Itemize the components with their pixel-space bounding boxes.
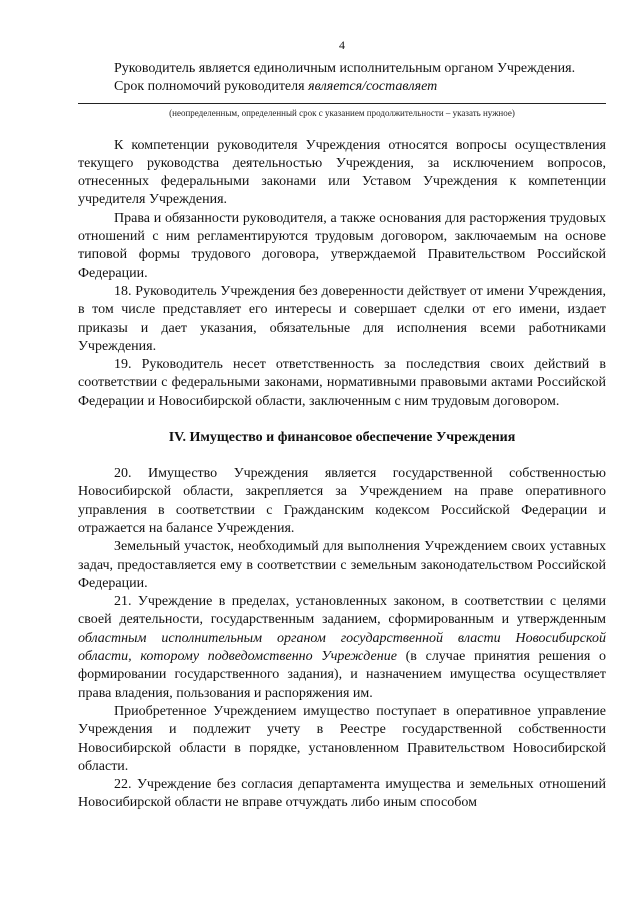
paragraph-21-end: (в случае принятия решения о формировании государственного задания), и назначением имущества осуществляет права владения, пользования и распоряжения им. [78, 649, 606, 701]
paragraph-head-rights: Права и обязанности руководителя, а также основания для расторжения трудовых отношений с ним регламентируются трудовым договором, заключаемым на основе типовой формы трудового договора, утверждаемой Правительством Российской Федерации. [78, 210, 606, 281]
document-page [78, 38, 606, 813]
paragraph-land-plot: Земельный участок, необходимый для выполнения Учреждением своих уставных задач, предоставляется ему в соответствии с земельным законодательством Российской Федерации. [78, 539, 606, 591]
term-note: (неопределенным, определенный срок с указанием продолжительности – указать нужное) [169, 107, 515, 118]
term-fill-line [78, 103, 606, 104]
term-of-office-options: является/составляет [308, 79, 438, 95]
paragraph-acquired-property: Приобретенное Учреждением имущество поступает в оперативное управление Учреждения и подлежит учету в Реестре государственной собственности Новосибирской области в порядке, установленном Правительством Новосибирской области. [78, 703, 606, 774]
paragraph-head-competence: К компетенции руководителя Учреждения относятся вопросы осуществления текущего руководства деятельностью Учреждения, за исключением вопросов, отнесенных федеральными законами или Уставом Учреждения к компетенции учредителя Учреждения. [78, 137, 606, 208]
paragraph-19: 19. Руководитель несет ответственность за последствия своих действий в соответствии с федеральными законами, нормативными правовыми актами Российской Федерации и Новосибирской области, заключенным с ним трудовым договором. [78, 357, 606, 409]
paragraph-21-authority: областным исполнительным органом государственной власти Новосибирской области, которому подведомственно Учреждение [78, 630, 606, 665]
section-heading: IV. Имущество и финансовое обеспечение Учреждения [168, 430, 516, 446]
term-of-office-text: Срок полномочий руководителя [114, 79, 309, 95]
page-number: 4 [339, 38, 345, 52]
paragraph-20: 20. Имущество Учреждения является государственной собственностью Новосибирской области, закрепляется за Учреждением на праве оперативного управления в соответствии с Гражданским кодексом Российской Федерации и отражается на балансе Учреждения. [78, 466, 606, 536]
paragraph-21 [78, 593, 606, 703]
paragraph-head-sole-executive: Руководитель является единоличным исполнительным органом Учреждения. [114, 61, 576, 76]
paragraph-term-of-office [78, 78, 606, 96]
paragraph-18: 18. Руководитель Учреждения без доверенности действует от имени Учреждения, в том числе представляет его интересы и совершает сделки от его имени, издает приказы и дает указания, обязательные для исполнения всеми работниками Учреждения. [78, 283, 606, 354]
paragraph-22: 22. Учреждение без согласия департамента имущества и земельных отношений Новосибирской области не вправе отчуждать либо иным способом [78, 777, 606, 811]
paragraph-21-start: 21. Учреждение в пределах, установленных законом, в соответствии с целями своей деятельности, государственным заданием, сформированным и утвержденным [78, 594, 606, 628]
